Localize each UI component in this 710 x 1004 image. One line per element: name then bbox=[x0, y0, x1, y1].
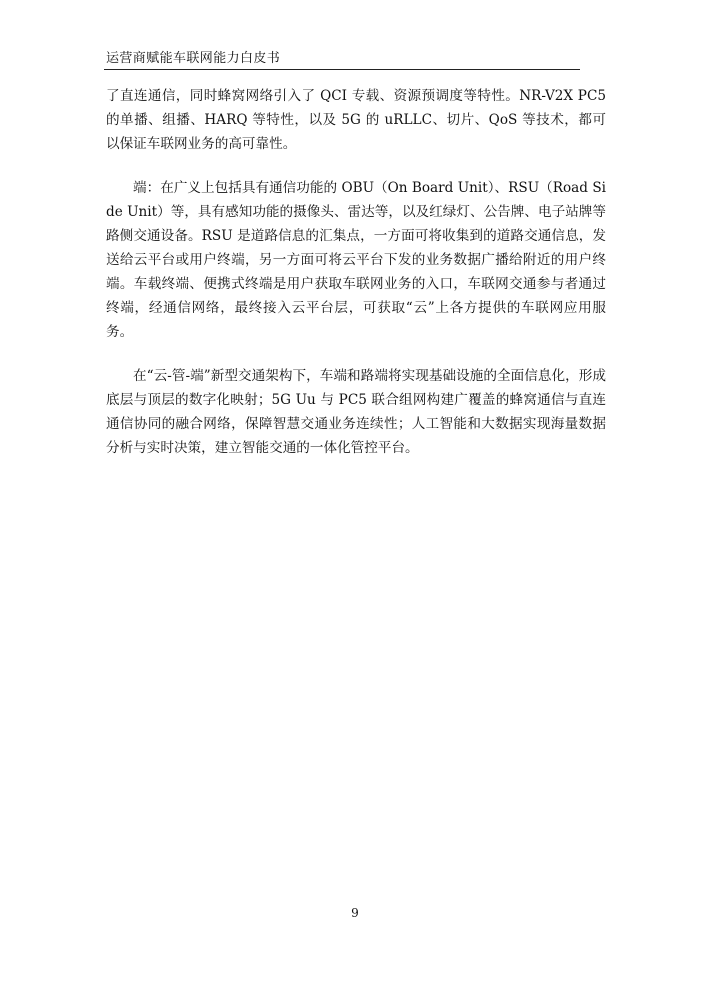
body-text bbox=[106, 84, 606, 480]
document-title: 运营商赋能车联网能力白皮书 bbox=[106, 51, 281, 66]
page-header bbox=[104, 48, 580, 70]
page-number: 9 bbox=[351, 906, 359, 920]
header-divider bbox=[104, 69, 580, 70]
paragraph-continuation: 了直连通信，同时蜂窝网络引入了 QCI 专载、资源预调度等特性。NR-V2X PC5 的单播、组播、HARQ 等特性，以及 5G 的 uRLLC、切片、QoS 等技术，都可以保证车联网业务的高可靠性。 bbox=[106, 88, 606, 152]
paragraph-architecture-summary: 在“云-管-端”新型交通架构下，车端和路端将实现基础设施的全面信息化，形成底层与顶层的数字化映射；5G Uu 与 PC5 联合组网构建广覆盖的蜂窝通信与直连通信协同的融合网络，保障智慧交通业务连续性；人工智能和大数据实现海量数据分析与实时决策，建立智能交通的一体化管控平台。 bbox=[106, 368, 606, 456]
paragraph-terminal-devices: 端：在广义上包括具有通信功能的 OBU（On Board Unit）、RSU（Road Side Unit）等，具有感知功能的摄像头、雷达等，以及红绿灯、公告牌、电子站牌等路侧交通设备。RSU 是道路信息的汇集点，一方面可将收集到的道路交通信息，发送给云平台或用户终端，另一方面可将云平台下发的业务数据广播给附近的用户终端。车载终端、便携式终端是用户获取车联网业务的入口，车联网交通参与者通过终端，经通信网络，最终接入云平台层，可获取“云”上各方提供的车联网应用服务。 bbox=[106, 180, 606, 340]
